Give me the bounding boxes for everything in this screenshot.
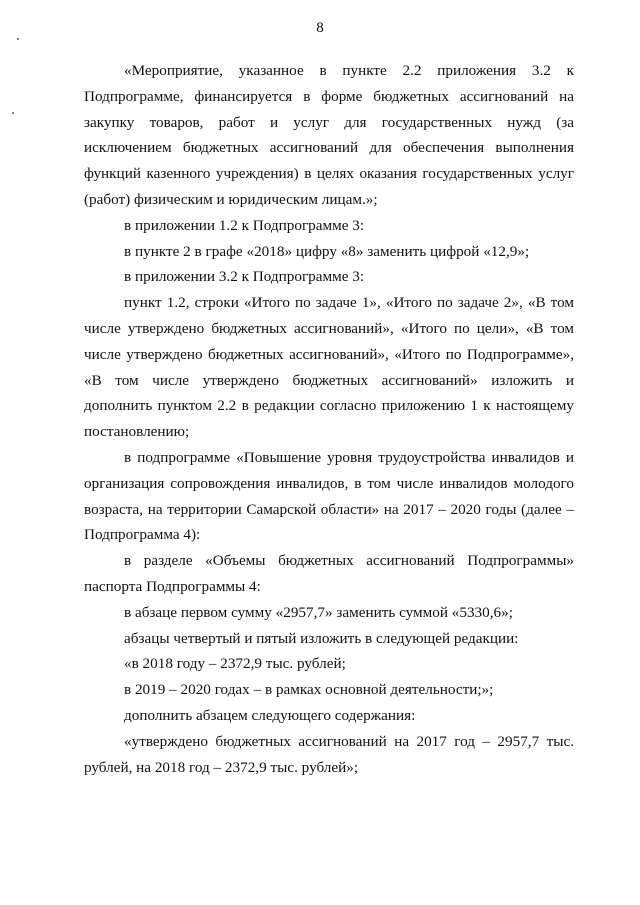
paragraph-section-volumes: в разделе «Объемы бюджетных ассигнований Подпрограммы» паспорта Подпрограммы 4: <box>84 552 574 595</box>
paragraph-2018-amount: «в 2018 году – 2372,9 тыс. рублей; <box>124 655 346 673</box>
scan-artifact-dot <box>17 38 19 40</box>
paragraph-appendix-1-2: в приложении 1.2 к Подпрограмме 3: <box>124 216 365 234</box>
paragraph-add-abzac: дополнить абзацем следующего содержания: <box>124 706 416 724</box>
paragraph-appendix-3-2: в приложении 3.2 к Подпрограмме 3: <box>124 268 365 286</box>
paragraph-first-abzac: в абзаце первом сумму «2957,7» заменить суммой «5330,6»; <box>124 603 513 621</box>
paragraph-2019-2020: в 2019 – 2020 годах – в рамках основной деятельности;»; <box>124 681 494 699</box>
scan-artifact-dot <box>12 112 14 114</box>
paragraph-funding-clause: «Мероприятие, указанное в пункте 2.2 приложения 3.2 к Подпрограмме, финансируется в форме бюджетных ассигнований на закупку товаров, работ и услуг для государственных нужд (за исключением бюджетных ассигнований для обеспечения выполнения функций казенного учреждения) в целях оказания государственных услуг (работ) физическим и юридическим лицам.»; <box>84 62 574 208</box>
paragraph-item-2-replace: в пункте 2 в графе «2018» цифру «8» заменить цифрой «12,9»; <box>124 242 530 260</box>
page-number: 8 <box>316 20 324 36</box>
paragraph-approved-allocations: «утверждено бюджетных ассигнований на 2017 год – 2957,7 тыс. рублей, на 2018 год – 2372,9 тыс. рублей»; <box>84 732 574 776</box>
paragraph-fourth-fifth-abzac: абзацы четвертый и пятый изложить в следующей редакции: <box>124 629 519 647</box>
paragraph-item-1-2-rows: пункт 1.2, строки «Итого по задаче 1», «Итого по задаче 2», «В том числе утверждено бюджетных ассигнований», «Итого по цели», «В том числе утверждено бюджетных ассигнований», «Итого по Подпрограмме», «В том числе утверждено бюджетных ассигнований» изложить и дополнить пунктом 2.2 в редакции согласно приложению 1 к настоящему постановлению; <box>84 294 574 441</box>
paragraph-subprogram-4: в подпрограмме «Повышение уровня трудоустройства инвалидов и организация сопровождения инвалидов, в том числе инвалидов молодого возраста, на территории Самарской области» на 2017 – 2020 годы (далее – Подпрограмма 4): <box>84 448 574 544</box>
document-body <box>84 58 574 780</box>
